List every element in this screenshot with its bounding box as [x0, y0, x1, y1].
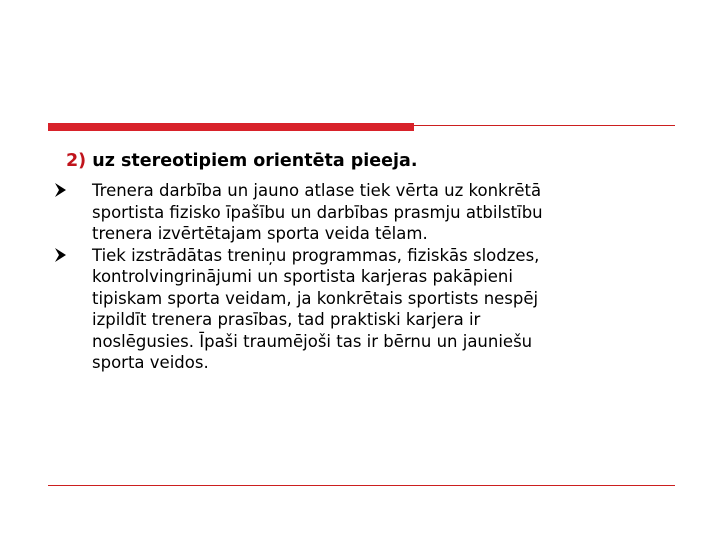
- bottom-divider-line: [48, 485, 675, 486]
- arrowhead-bullet-icon-graphic: [54, 245, 68, 263]
- bullet-item: [54, 245, 654, 374]
- bullet-text-line: sportista fizisko īpašību un darbības prasmju atbilstību: [92, 202, 543, 222]
- subheading-number: 2): [66, 151, 87, 171]
- arrowhead-bullet-icon: [54, 245, 70, 269]
- bullet-list: [54, 180, 654, 374]
- bullet-text-line: tipiskam sporta veidam, ja konkrētais sportists nespēj: [92, 288, 539, 308]
- bullet-text-line: noslēgusies. Īpaši traumējoši tas ir bērnu un jauniešu: [92, 331, 533, 351]
- bullet-text-line: Tiek izstrādātas treniņu programmas, fiziskās slodzes,: [92, 245, 540, 265]
- top-accent-bar: [48, 123, 414, 131]
- subheading-text: uz stereotipiem orientēta pieeja.: [92, 151, 418, 171]
- bullet-item: [54, 180, 654, 245]
- bullet-text-line: trenera izvērtētajam sporta veida tēlam.: [92, 224, 428, 243]
- slide-subheading: [66, 150, 417, 172]
- bullet-text-line: sporta veidos.: [92, 353, 209, 372]
- arrowhead-bullet-icon-graphic: [54, 180, 68, 198]
- bullet-text-line: Trenera darbība un jauno atlase tiek vērta uz konkrētā: [92, 181, 542, 200]
- bullet-text-line: kontrolvingrinājumi un sportista karjeras pakāpieni: [92, 267, 513, 286]
- arrowhead-bullet-icon: [54, 180, 70, 204]
- bullet-text-line: izpildīt trenera prasības, tad praktiski karjera ir: [92, 310, 481, 329]
